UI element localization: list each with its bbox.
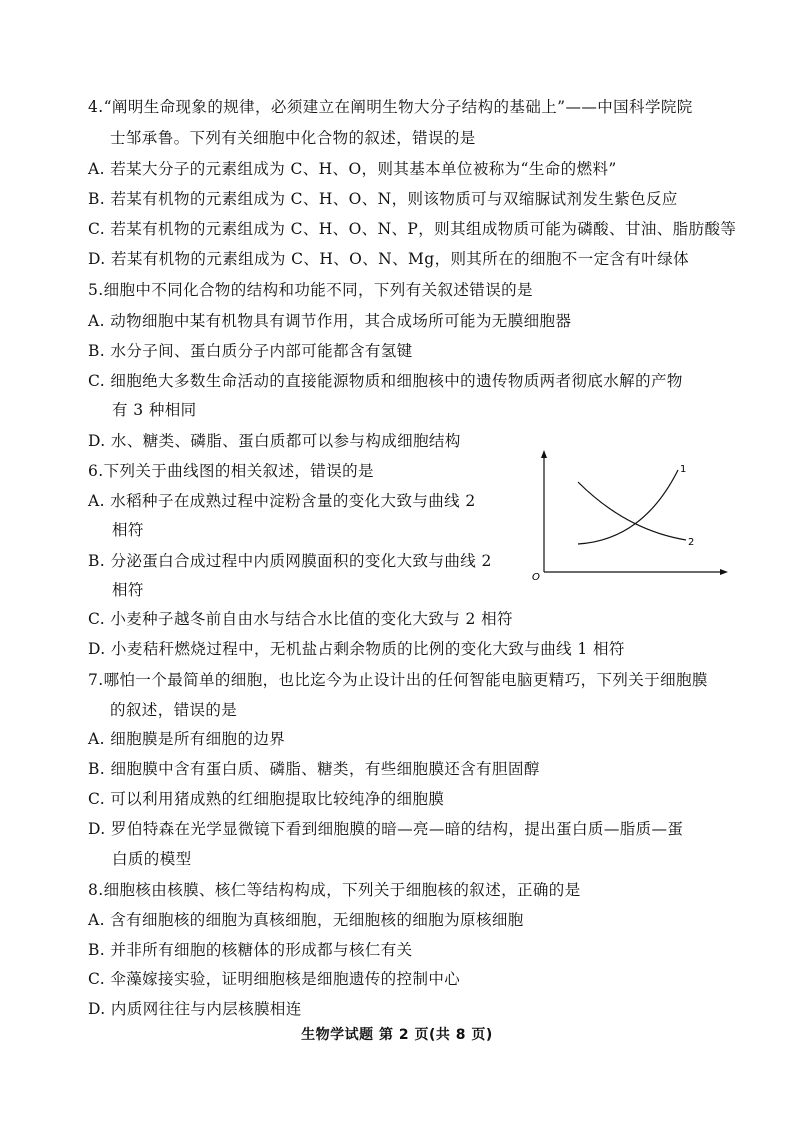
q7-stem-line-2: 的叙述，错误的是 [110,701,238,719]
q8-option-d: D. 内质网往往与内层核膜相连 [88,1000,302,1018]
q4-option-d: D. 若某有机物的元素组成为 C、H、O、N、Mg，则其所在的细胞不一定含有叶绿体 [88,250,689,268]
q4-stem-line-1: 4.“阐明生命现象的规律，必须建立在阐明生物大分子结构的基础上”——中国科学院院 [88,98,693,116]
q4-option-a: A. 若某大分子的元素组成为 C、H、O，则其基本单位被称为“生命的燃料” [88,160,617,178]
q5-option-d: D. 水、糖类、磷脂、蛋白质都可以参与构成细胞结构 [88,432,461,450]
q6-option-c: C. 小麦种子越冬前自由水与结合水比值的变化大致与 2 相符 [88,610,513,628]
q5-option-b: B. 水分子间、蛋白质分子内部可能都含有氢键 [88,342,413,360]
q6-option-a-line-2: 相符 [112,521,144,539]
page-footer: 生物学试题 第 2 页(共 8 页) [301,1027,493,1043]
q6-curve-svg [528,448,728,583]
q7-option-d-line-2: 白质的模型 [112,850,192,868]
q6-stem: 6.下列关于曲线图的相关叙述，错误的是 [88,462,374,480]
curve-1 [578,470,678,544]
q6-option-a-line-1: A. 水稻种子在成熟过程中淀粉含量的变化大致与曲线 2 [88,492,476,510]
q6-option-b-line-1: B. 分泌蛋白合成过程中内质网膜面积的变化大致与曲线 2 [88,552,492,570]
q6-option-d: D. 小麦秸秆燃烧过程中，无机盐占剩余物质的比例的变化大致与曲线 1 相符 [88,640,625,658]
origin-label: O [532,572,540,583]
q5-stem: 5.细胞中不同化合物的结构和功能不同，下列有关叙述错误的是 [88,281,533,299]
q8-stem: 8.细胞核由核膜、核仁等结构构成，下列关于细胞核的叙述，正确的是 [88,881,581,899]
q8-option-a: A. 含有细胞核的细胞为真核细胞，无细胞核的细胞为原核细胞 [88,911,524,929]
q6-option-b-line-2: 相符 [112,581,144,599]
q4-option-b: B. 若某有机物的元素组成为 C、H、O、N，则该物质可与双缩脲试剂发生紫色反应 [88,190,678,208]
q5-option-a: A. 动物细胞中某有机物具有调节作用，其合成场所可能为无膜细胞器 [88,312,572,330]
q7-option-b: B. 细胞膜中含有蛋白质、磷脂、糖类，有些细胞膜还含有胆固醇 [88,760,540,778]
y-axis-arrow [541,450,547,458]
q8-option-c: C. 伞藻嫁接实验，证明细胞核是细胞遗传的控制中心 [88,970,461,988]
q6-curve-graph [528,448,728,583]
curve-1-label: 1 [680,464,687,475]
q7-stem-line-1: 7.哪怕一个最简单的细胞，也比迄今为止设计出的任何智能电脑更精巧，下列关于细胞膜 [88,671,708,689]
q7-option-a: A. 细胞膜是所有细胞的边界 [88,730,286,748]
q5-option-c-line-1: C. 细胞绝大多数生命活动的直接能源物质和细胞核中的遗传物质两者彻底水解的产物 [88,372,683,390]
q5-option-c-line-2: 有 3 种相同 [112,401,197,419]
q7-option-c: C. 可以利用猪成熟的红细胞提取比较纯净的细胞膜 [88,790,445,808]
curve-2-label: 2 [688,537,695,548]
q8-option-b: B. 并非所有细胞的核糖体的形成都与核仁有关 [88,941,413,959]
q4-stem-line-2: 士邹承鲁。下列有关细胞中化合物的叙述，错误的是 [110,129,476,147]
x-axis-arrow [720,569,728,575]
q4-option-c: C. 若某有机物的元素组成为 C、H、O、N、P，则其组成物质可能为磷酸、甘油、脂肪酸等 [88,220,737,238]
curve-2 [578,482,686,540]
q7-option-d-line-1: D. 罗伯特森在光学显微镜下看到细胞膜的暗—亮—暗的结构，提出蛋白质—脂质—蛋 [88,820,684,838]
